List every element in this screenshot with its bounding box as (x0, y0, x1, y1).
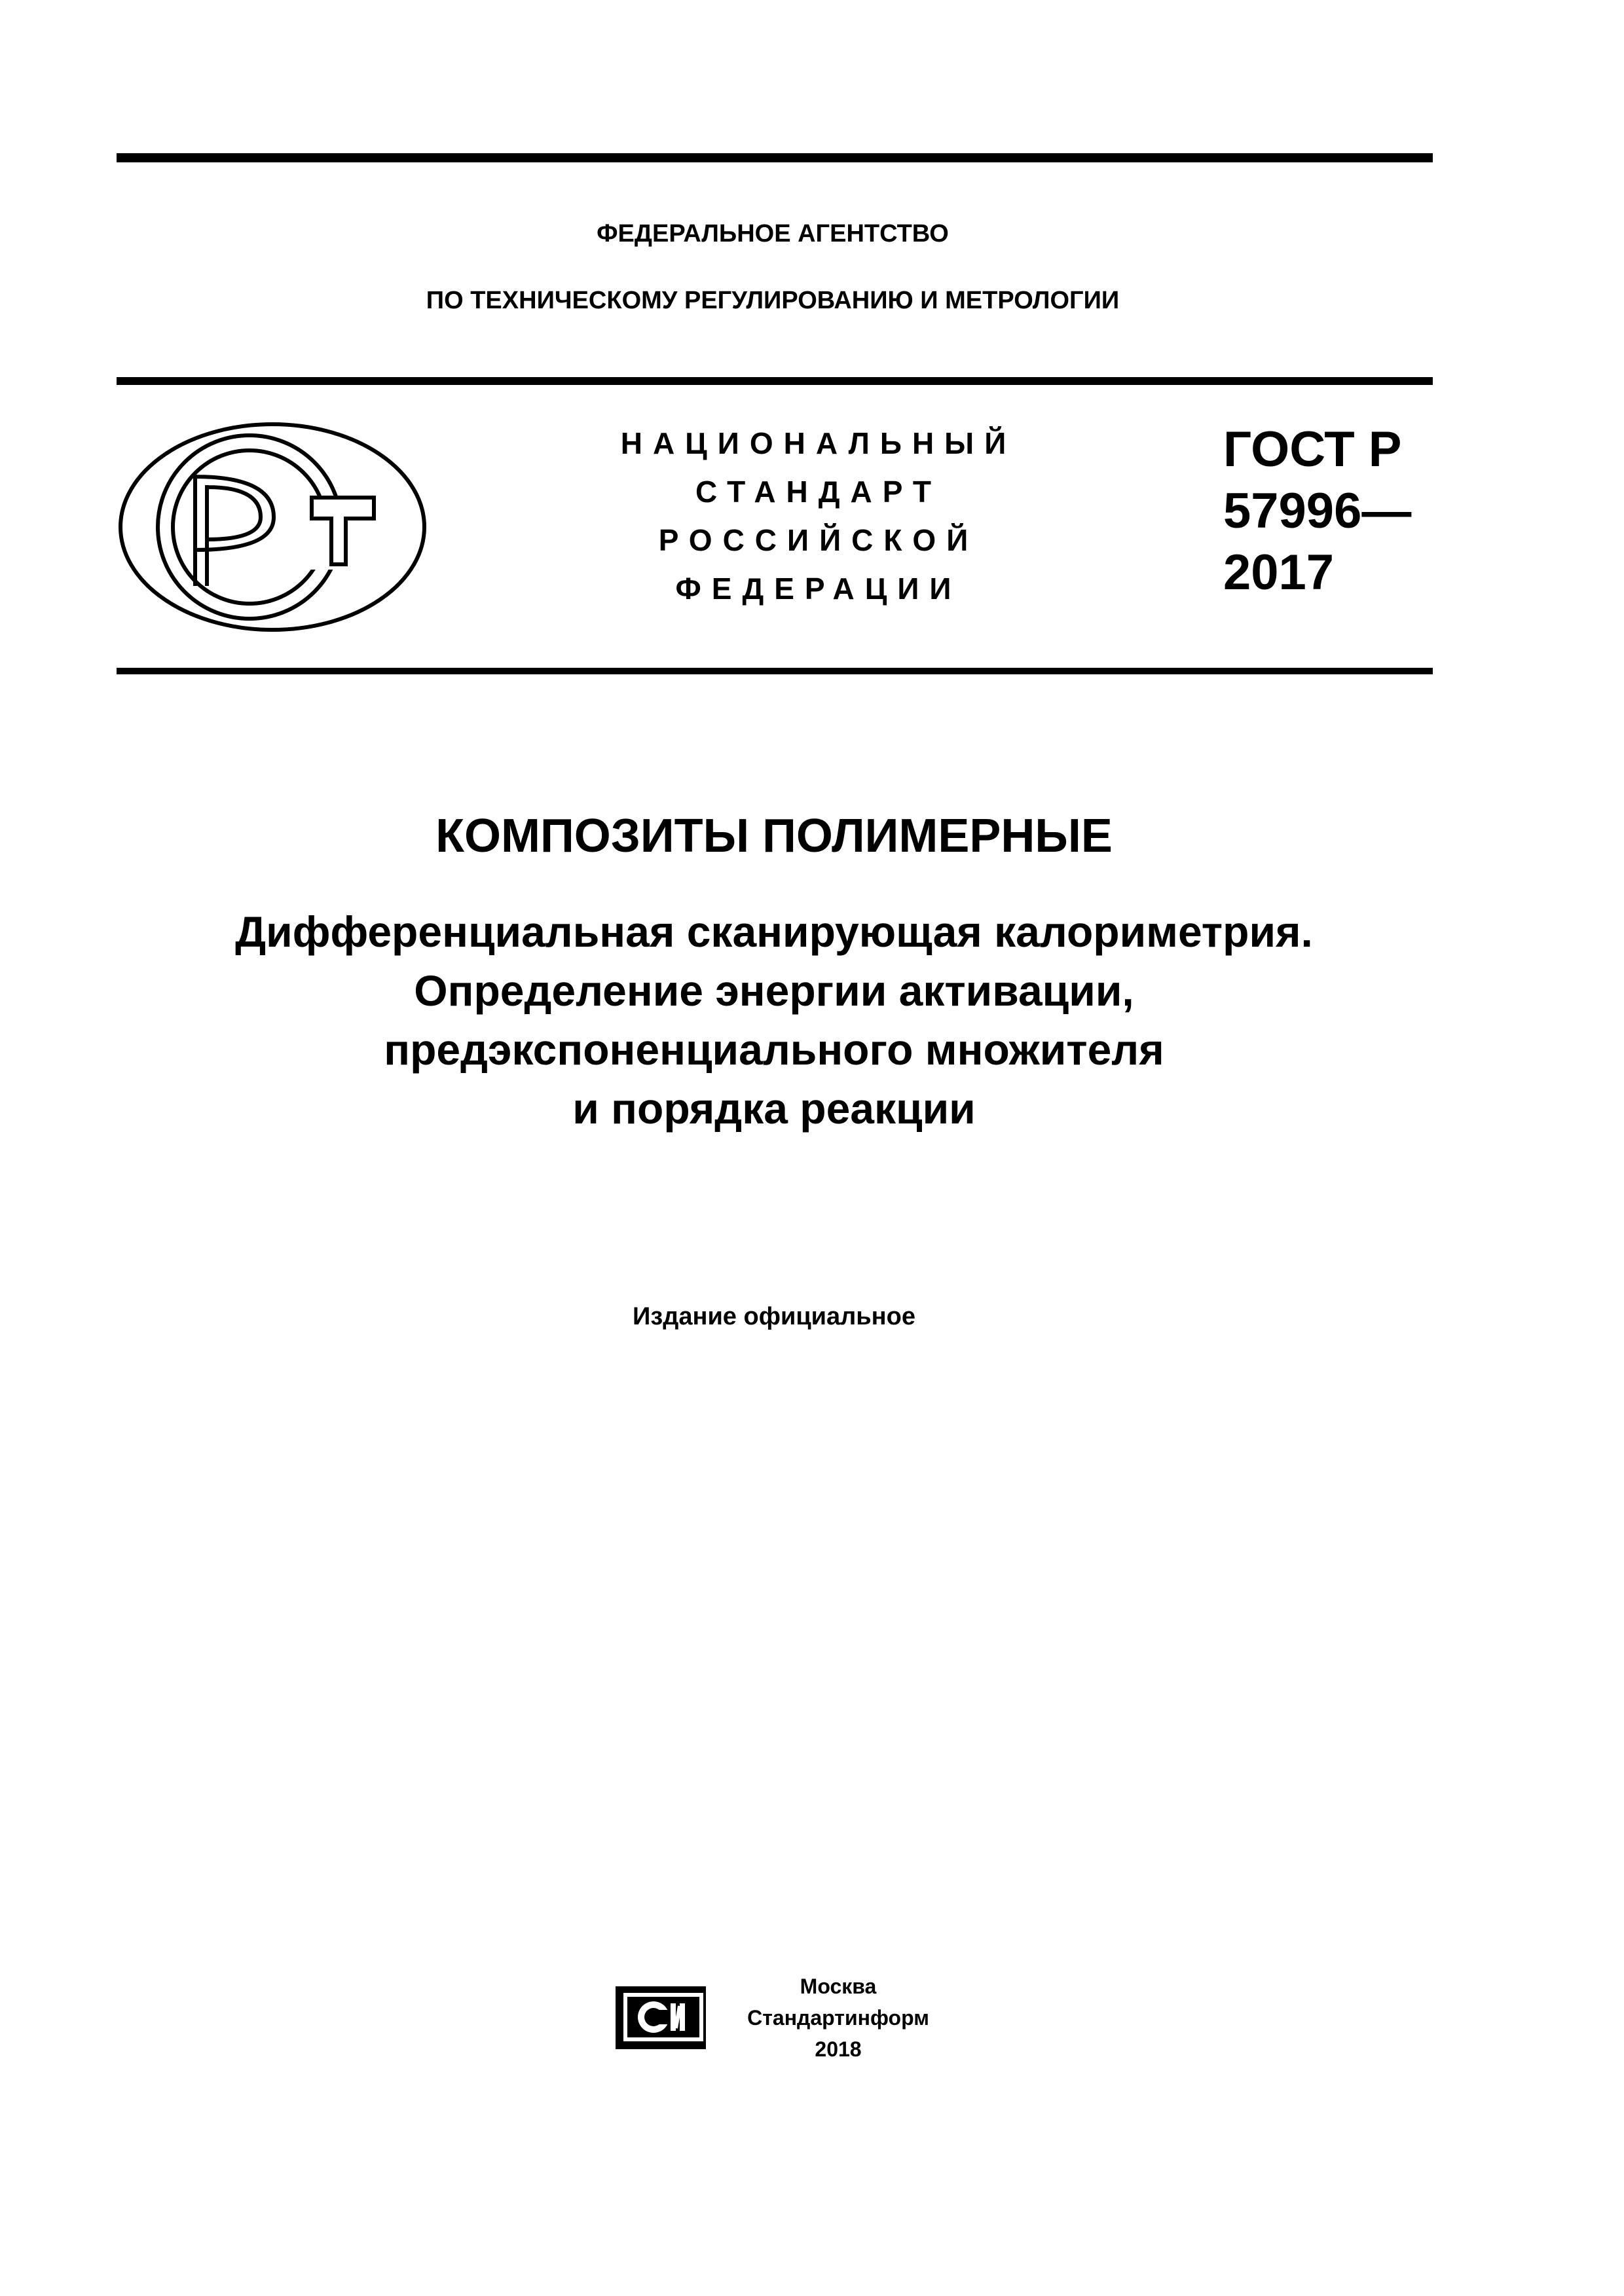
designation-line-1: ГОСТ Р (1223, 422, 1402, 477)
document-subtitle (0, 902, 1548, 1138)
designation-line-2: 57996— (1223, 483, 1412, 539)
national-standard-line-1: НАЦИОНАЛЬНЫЙ (620, 426, 1017, 460)
subtitle-line-1: Дифференциальная сканирующая калориметрия. (235, 907, 1313, 956)
standartinform-logo-icon (613, 1984, 709, 2052)
rst-certification-mark-icon (115, 419, 430, 635)
subtitle-line-3: предэкспоненциального множителя (384, 1025, 1164, 1074)
agency-line-1: ФЕДЕРАЛЬНОЕ АГЕНТСТВО (597, 220, 949, 247)
publisher-name: Стандартинформ (747, 2006, 929, 2030)
subtitle-line-4: и порядка реакции (572, 1084, 976, 1133)
national-standard-line-4: ФЕДЕРАЦИИ (675, 572, 962, 606)
agency-line-2: ПО ТЕХНИЧЕСКОМУ РЕГУЛИРОВАНИЮ И МЕТРОЛОГИИ (426, 287, 1120, 314)
national-standard-line-2: СТАНДАРТ (695, 475, 942, 509)
national-standard-line-3: РОССИЙСКОЙ (658, 523, 979, 557)
publisher-block (720, 1971, 956, 2065)
top-rule (117, 153, 1433, 162)
bottom-rule (117, 668, 1433, 674)
standard-designation (1223, 419, 1411, 604)
subtitle-line-2: Определение энергии активации, (414, 966, 1134, 1015)
publisher-city: Москва (800, 1975, 877, 1998)
middle-rule (117, 377, 1433, 385)
edition-note: Издание официальное (633, 1303, 915, 1330)
document-title: КОМПОЗИТЫ ПОЛИМЕРНЫЕ (435, 810, 1113, 862)
publisher-year: 2018 (815, 2037, 862, 2061)
designation-line-3: 2017 (1223, 545, 1335, 600)
national-standard-block (576, 419, 1061, 613)
